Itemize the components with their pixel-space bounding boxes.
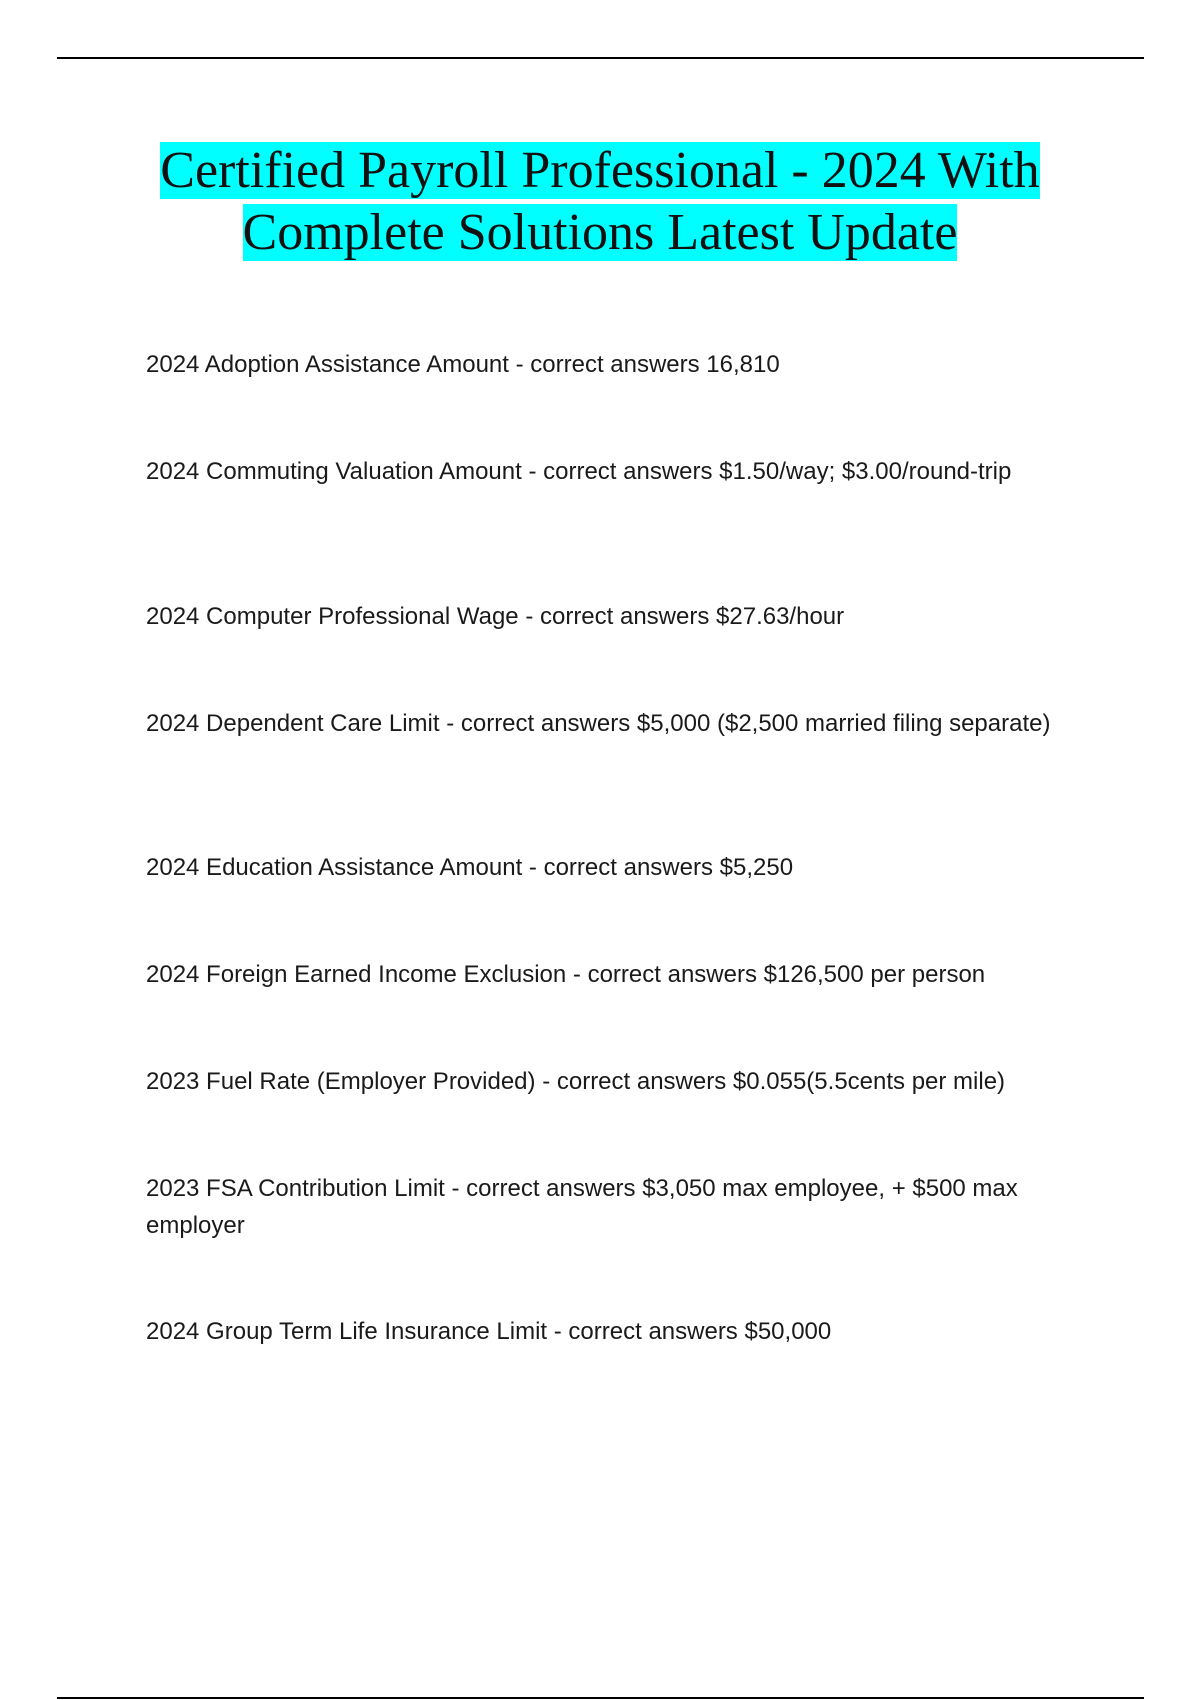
qa-item-commuting-valuation: 2024 Commuting Valuation Amount - correct answers $1.50/way; $3.00/round-trip: [146, 458, 1012, 485]
top-rule: [57, 57, 1144, 59]
qa-item-computer-professional-wage: 2024 Computer Professional Wage - correct answers $27.63/hour: [146, 603, 845, 630]
qa-item-foreign-earned-income: 2024 Foreign Earned Income Exclusion - correct answers $126,500 per person: [146, 961, 986, 988]
qa-item-adoption-assistance: 2024 Adoption Assistance Amount - correct answers 16,810: [146, 351, 780, 378]
title-line-2: Complete Solutions Latest Update: [242, 204, 958, 261]
title-line-1: Certified Payroll Professional - 2024 With: [160, 142, 1040, 199]
document-title: [0, 140, 1200, 264]
qa-item-fuel-rate: 2023 Fuel Rate (Employer Provided) - correct answers $0.055(5.5cents per mile): [146, 1068, 1006, 1095]
qa-item-education-assistance: 2024 Education Assistance Amount - correct answers $5,250: [146, 854, 794, 881]
qa-item-group-term-life: 2024 Group Term Life Insurance Limit - correct answers $50,000: [146, 1318, 832, 1345]
qa-item-dependent-care-limit: 2024 Dependent Care Limit - correct answers $5,000 ($2,500 married filing separate): [146, 710, 1051, 737]
bottom-rule: [57, 1697, 1144, 1699]
qa-item-fsa-contribution-limit: 2023 FSA Contribution Limit - correct answers $3,050 max employee, + $500 max employer: [146, 1175, 1018, 1239]
